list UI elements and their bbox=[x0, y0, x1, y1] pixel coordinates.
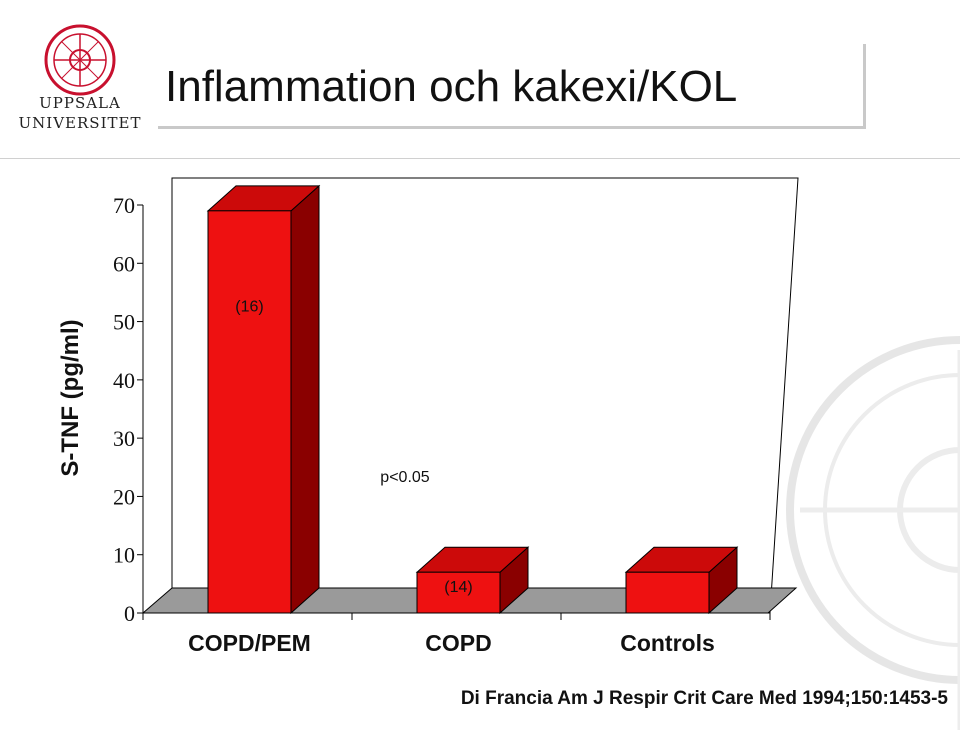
y-tick-label: 10 bbox=[113, 542, 135, 568]
x-category-label: COPD bbox=[425, 630, 492, 656]
page-title: Inflammation och kakexi/KOL bbox=[165, 62, 738, 111]
x-category-label: Controls bbox=[620, 630, 715, 656]
y-tick-label: 70 bbox=[113, 193, 135, 218]
bar-controls bbox=[626, 572, 709, 613]
y-tick-label: 30 bbox=[113, 426, 135, 452]
bar-data-label: (16) bbox=[235, 298, 264, 316]
logo-text-universitet: UNIVERSITET bbox=[18, 114, 142, 132]
logo-text-uppsala: UPPSALA bbox=[39, 94, 121, 112]
y-tick-label: 0 bbox=[124, 601, 135, 626]
y-tick-label: 40 bbox=[113, 367, 135, 393]
bar-side bbox=[291, 186, 319, 613]
bar-data-label: (14) bbox=[444, 579, 473, 597]
citation: Di Francia Am J Respir Crit Care Med 1994;150:1453-5 bbox=[460, 688, 948, 709]
y-axis-title: S-TNF (pg/ml) bbox=[57, 319, 84, 477]
bar-copd-pem bbox=[208, 211, 291, 613]
y-tick-label: 60 bbox=[113, 251, 135, 277]
significance-annotation: p<0.05 bbox=[380, 469, 430, 486]
y-tick-label: 20 bbox=[113, 484, 135, 510]
y-tick-label: 50 bbox=[113, 309, 135, 335]
x-category-label: COPD/PEM bbox=[188, 630, 311, 656]
